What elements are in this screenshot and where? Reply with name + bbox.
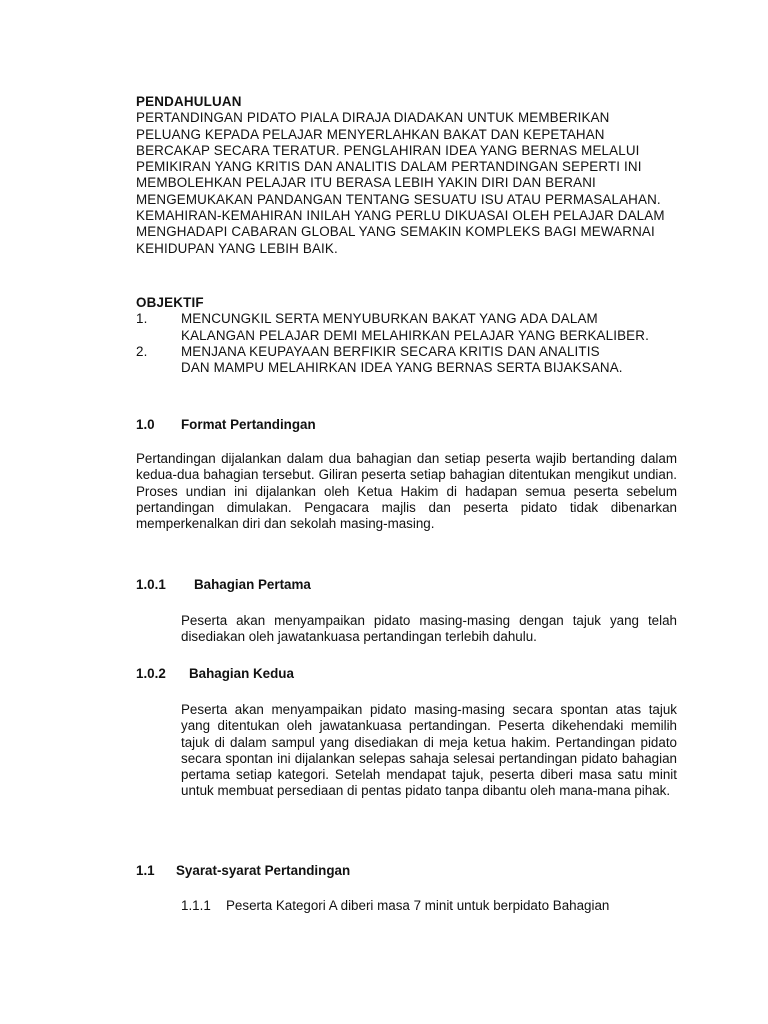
objektif-item-number: 1. [136, 311, 148, 327]
bahagian-kedua-heading [136, 666, 676, 682]
intro-line: PERTANDINGAN PIDATO PIALA DIRAJA DIADAKAN UNTUK MEMBERIKAN [136, 110, 610, 126]
syarat-item-text: Peserta Kategori A diberi masa 7 minit untuk berpidato Bahagian [226, 898, 610, 913]
syarat-item-number: 1.1.1 [181, 898, 211, 913]
bahagian-pertama-title: Bahagian Pertama [194, 577, 311, 592]
bahagian-kedua-number: 1.0.2 [136, 666, 166, 681]
objektif-item [136, 344, 676, 377]
format-number: 1.0 [136, 417, 155, 432]
objektif-item-line: KALANGAN PELAJAR DEMI MELAHIRKAN PELAJAR YANG BERKALIBER. [181, 327, 649, 343]
syarat-title: Syarat-syarat Pertandingan [176, 863, 351, 878]
format-heading [136, 417, 676, 433]
intro-line: KEHIDUPAN YANG LEBIH BAIK. [136, 240, 338, 256]
intro-line: BERCAKAP SECARA TERATUR. PENGLAHIRAN IDEA YANG BERNAS MELALUI [136, 142, 640, 158]
objektif-item-line: MENJANA KEUPAYAAN BERFIKIR SECARA KRITIS DAN ANALITIS [181, 343, 600, 359]
format-title: Format Pertandingan [181, 417, 316, 432]
syarat-number: 1.1 [136, 863, 155, 878]
bahagian-kedua-title: Bahagian Kedua [189, 666, 294, 681]
bahagian-kedua-body: Peserta akan menyampaikan pidato masing-masing secara spontan atas tajuk yang ditentukan oleh jawatankuasa pertandingan. Peserta dikehendaki memilih tajuk di dalam sampul yang disediakan di meja ketua hakim. Pertandingan pidato secara spontan ini dijalankan selepas sahaja selesai pertandingan pidato bahagian pertama setiap kategori. Setelah mendapat tajuk, peserta diberi masa satu minit untuk membuat persediaan di pentas pidato tanpa dibantu oleh mana-mana pihak. [181, 702, 677, 799]
objektif-item-line: DAN MAMPU MELAHIRKAN IDEA YANG BERNAS SERTA BIJAKSANA. [181, 360, 623, 376]
bahagian-pertama-heading [136, 577, 676, 593]
objektif-section [136, 295, 676, 376]
intro-line: MEMBOLEHKAN PELAJAR ITU BERASA LEBIH YAKIN DIRI DAN BERANI [136, 175, 596, 191]
intro-section [136, 94, 676, 257]
objektif-item [136, 311, 676, 344]
bahagian-pertama-body: Peserta akan menyampaikan pidato masing-masing dengan tajuk yang telah disediakan oleh jawatankuasa pertandingan terlebih dahulu. [181, 613, 677, 645]
intro-heading: PENDAHULUAN [136, 94, 242, 109]
objektif-heading: OBJEKTIF [136, 295, 204, 310]
intro-line: KEMAHIRAN-KEMAHIRAN INILAH YANG PERLU DIKUASAI OLEH PELAJAR DALAM [136, 208, 665, 224]
objektif-item-line: MENCUNGKIL SERTA MENYUBURKAN BAKAT YANG ADA DALAM [181, 311, 598, 327]
objektif-item-number: 2. [136, 343, 148, 359]
syarat-heading [136, 863, 676, 879]
intro-line: PEMIKIRAN YANG KRITIS DAN ANALITIS DALAM PERTANDINGAN SEPERTI INI [136, 159, 642, 175]
bahagian-pertama-number: 1.0.1 [136, 577, 166, 592]
format-body: Pertandingan dijalankan dalam dua bahagian dan setiap peserta wajib bertanding dalam kedua-dua bahagian tersebut. Giliran peserta setiap bahagian ditentukan mengikut undian. Proses undian ini dijalankan oleh Ketua Hakim di hadapan semua peserta sebelum pertandingan dimulakan. Pengacara majlis dan peserta pidato tidak dibenarkan memperkenalkan diri dan sekolah masing-masing. [136, 451, 677, 532]
intro-line: MENGEMUKAKAN PANDANGAN TENTANG SESUATU ISU ATAU PERMASALAHAN. [136, 191, 661, 207]
syarat-item [181, 898, 677, 914]
intro-line: MENGHADAPI CABARAN GLOBAL YANG SEMAKIN KOMPLEKS BAGI MEWARNAI [136, 224, 655, 240]
intro-line: PELUANG KEPADA PELAJAR MENYERLAHKAN BAKAT DAN KEPETAHAN [136, 126, 605, 142]
